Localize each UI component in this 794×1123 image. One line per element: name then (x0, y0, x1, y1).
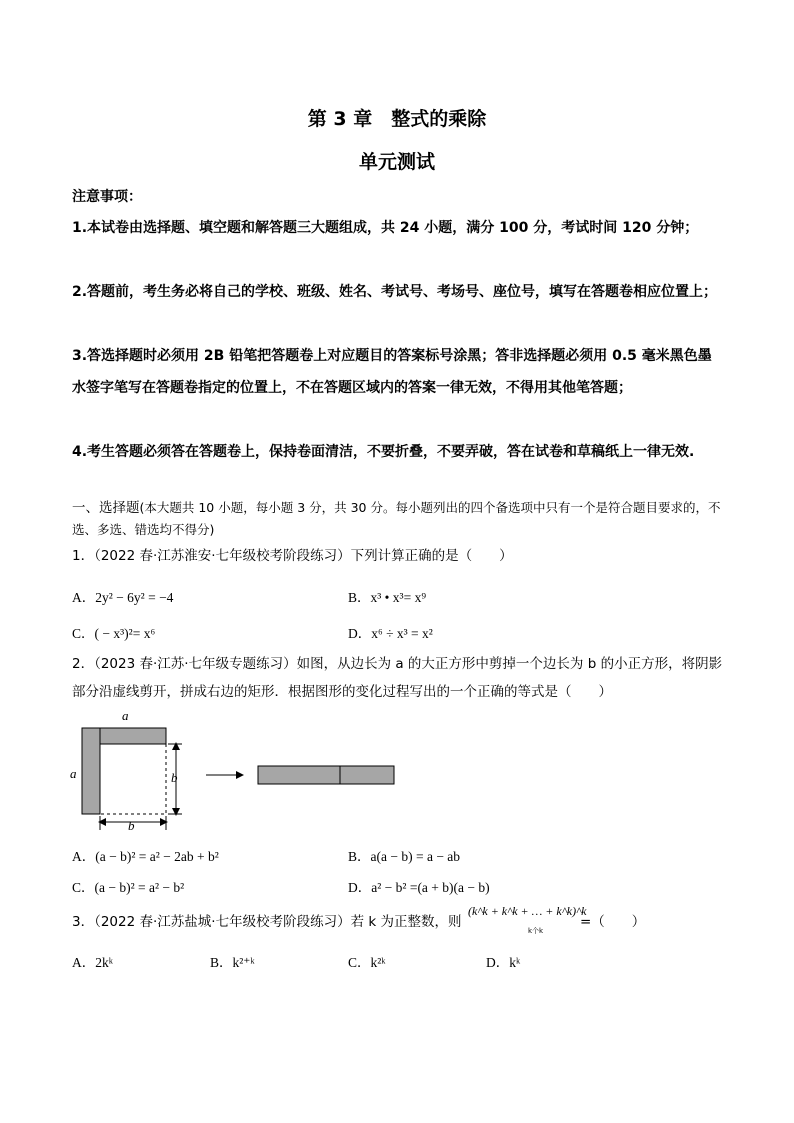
shaded-vertical-strip (82, 728, 100, 814)
note-item: 3.答选择题时必须用 2B 铅笔把答题卷上对应题目的答案标号涂黑；答非选择题必须用 0.5 毫米黑色墨水签字笔写在答题卷指定的位置上，不在答题区域内的答案一律无效，不得用其他笔答题； (72, 348, 712, 396)
q1-option-d: D．x⁶ ÷ x³ = x² (348, 626, 433, 641)
q3-option-c: C．k²ᵏ (348, 955, 386, 970)
q1-option-c: C．( − x³)²= x⁶ (72, 626, 156, 641)
label-bottom-b: b (128, 818, 135, 833)
q3-expression-subscript: k个k (528, 927, 544, 935)
label-right-b: b (171, 770, 178, 785)
q2-option-a: A．(a − b)² = a² − 2ab + b² (72, 849, 219, 864)
q2-option-b: B．a(a − b) = a − ab (348, 849, 461, 864)
arrow-up-icon (172, 742, 180, 750)
question-2-stem: 2．（2023 春·江苏·七年级专题练习）如图，从边长为 a 的大正方形中剪掉一个边长为 b 的小正方形，将阴影部分沿虚线剪开，拼成右边的矩形．根据图形的变化过程写出的一个正确的等式是（ ） (72, 656, 723, 700)
arrow-left-icon (98, 818, 106, 826)
note-item: 4.考生答题必须答在答题卷上，保持卷面清洁，不要折叠，不要弄破，答在试卷和草稿纸上一律无效. (72, 444, 695, 460)
note-item: 1.本试卷由选择题、填空题和解答题三大题组成，共 24 小题，满分 100 分，考试时间 120 分钟； (72, 220, 699, 236)
q3-expression: (k^k + k^k + … + k^k)^k (468, 904, 587, 918)
section-description: (本大题共 10 小题，每小题 3 分，共 30 分。每小题列出的四个备选项中只有一个是符合题目要求的，不选、多选、错选均不得分) (72, 500, 721, 537)
result-rect-left (258, 766, 340, 784)
q2-option-c: C．(a − b)² = a² − b² (72, 880, 185, 895)
notes-heading: 注意事项： (72, 189, 142, 205)
q3-stem-end: =（ ） (580, 914, 646, 930)
q2-option-d: D．a² − b² =(a + b)(a − b) (348, 880, 490, 895)
q3-option-d: D．kᵏ (486, 955, 521, 970)
result-rect-right (340, 766, 394, 784)
chapter-title: 第 3 章 整式的乘除 (307, 108, 487, 130)
page-subtitle: 单元测试 (358, 151, 435, 173)
section-title: 一、选择题 (72, 500, 140, 516)
question-1-stem: 1．（2022 春·江苏淮安·七年级校考阶段练习）下列计算正确的是（ ） (72, 548, 513, 564)
transform-arrow-icon (236, 771, 244, 779)
note-item: 2.答题前，考生务必将自己的学校、班级、姓名、考试号、考场号、座位号，填写在答题卷相应位置上； (72, 284, 718, 300)
section-heading (72, 497, 726, 540)
dashed-small-square (100, 744, 166, 814)
q3-option-a: A．2kᵏ (72, 955, 114, 970)
label-top-a: a (122, 708, 129, 723)
arrow-right-icon (160, 818, 168, 826)
question-3-stem: 3．（2022 春·江苏盐城·七年级校考阶段练习）若 k 为正整数，则 (72, 914, 462, 930)
shaded-horizontal-strip (100, 728, 166, 744)
q1-option-a: A．2y² − 6y² = −4 (72, 590, 174, 605)
q3-option-b: B．k²⁺ᵏ (210, 955, 255, 970)
label-left-a: a (70, 766, 77, 781)
q1-option-b: B．x³ • x³= x⁹ (348, 590, 427, 605)
square-to-rectangle-diagram (60, 708, 420, 833)
arrow-down-icon (172, 808, 180, 816)
